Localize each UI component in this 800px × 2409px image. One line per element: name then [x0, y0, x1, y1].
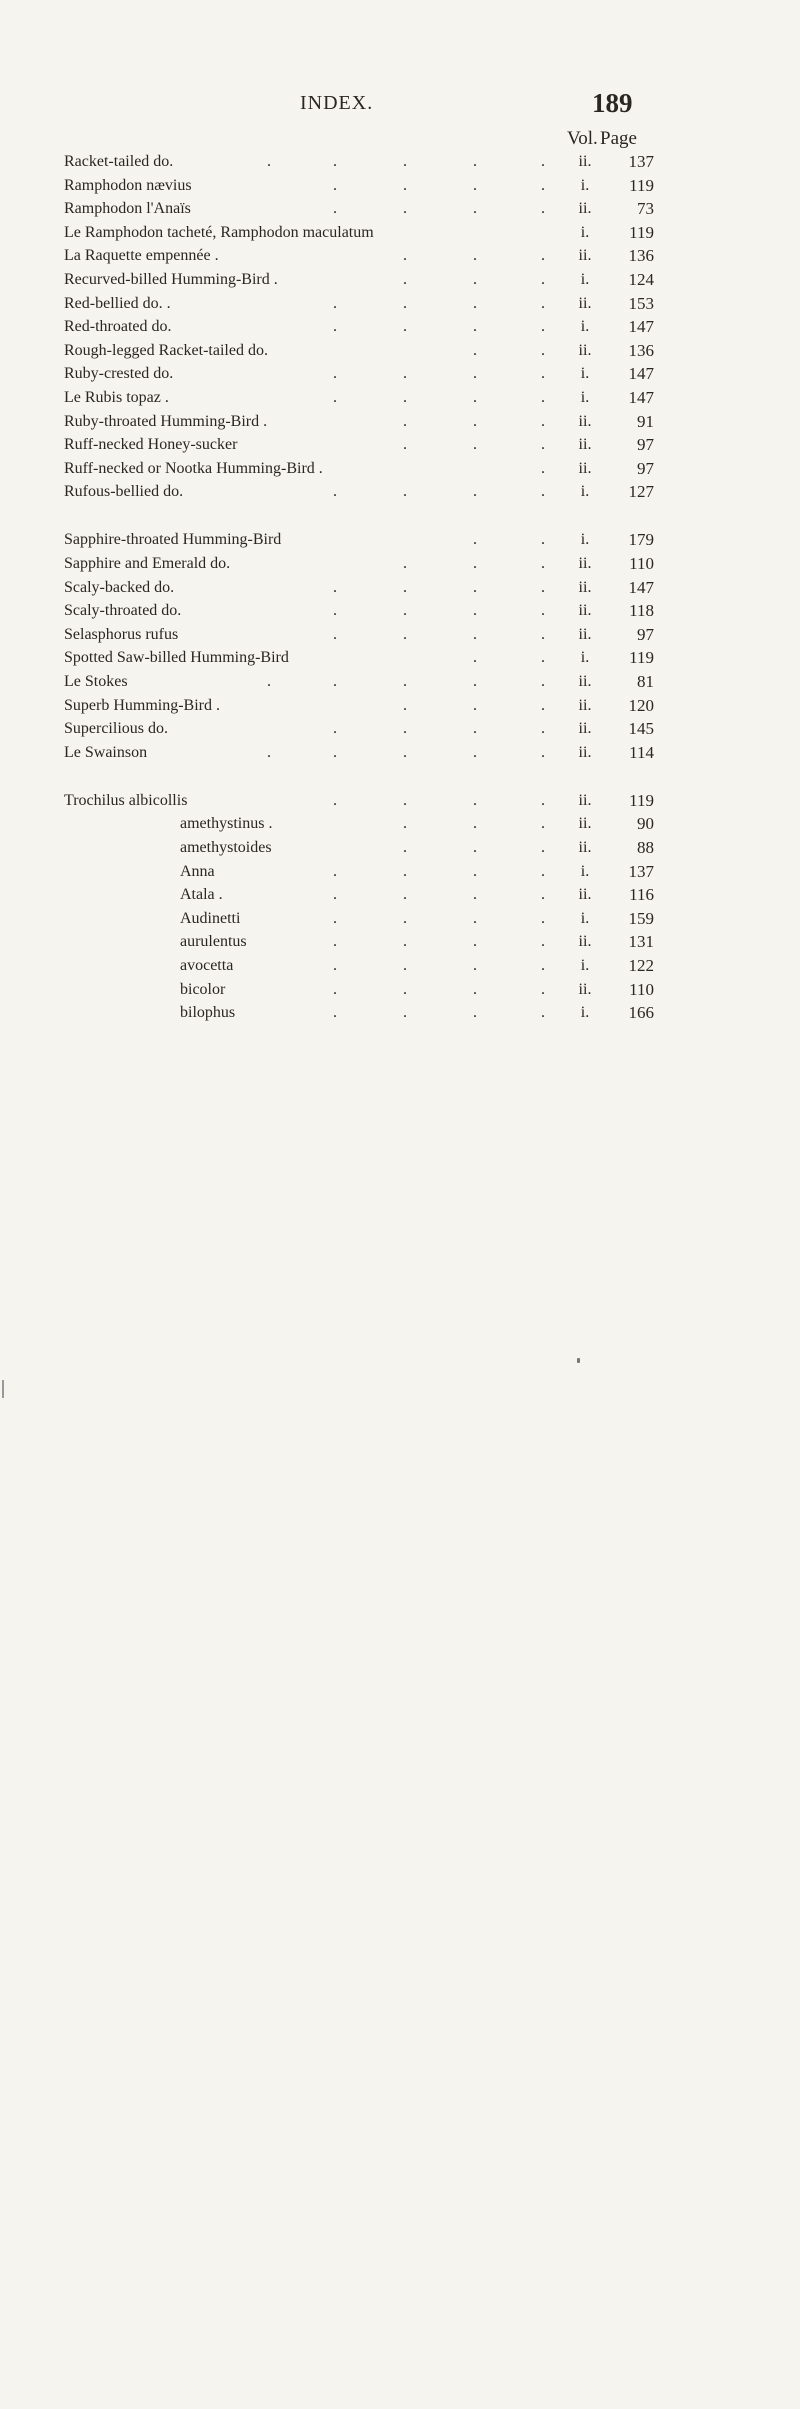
leader-dot: .	[473, 649, 477, 667]
index-entry	[0, 150, 800, 174]
entry-volume: i.	[580, 176, 590, 194]
leader-dot: .	[403, 933, 407, 951]
entry-page: 122	[628, 956, 654, 975]
entry-page: 127	[628, 482, 654, 502]
leader-dot: .	[541, 200, 545, 218]
entry-page: 137	[628, 861, 654, 881]
entry-volume: ii.	[578, 578, 592, 596]
entry-volume: ii.	[578, 696, 592, 714]
leader-dot: .	[541, 365, 545, 383]
leader-dot: .	[333, 720, 337, 738]
index-entry	[0, 386, 800, 410]
entry-volume: ii.	[578, 200, 592, 218]
leader-dot: .	[541, 791, 545, 809]
entry-name: Ruby-crested do.	[64, 365, 174, 383]
entry-name: Le Swainson	[64, 743, 148, 761]
leader-dot: .	[473, 862, 477, 880]
entry-name: bicolor	[180, 980, 226, 998]
entry-name: bilophus	[180, 1004, 236, 1022]
leader-dot: .	[473, 388, 477, 406]
entry-name: Scaly-backed do.	[64, 578, 175, 596]
leader-dot: .	[541, 886, 545, 904]
leader-dot: .	[473, 980, 477, 998]
entry-volume: ii.	[578, 672, 592, 690]
leader-dot: .	[473, 602, 477, 620]
leader-dot: .	[541, 743, 545, 761]
entry-page: 147	[628, 577, 654, 597]
leader-dot: .	[473, 578, 477, 596]
leader-dot: .	[541, 578, 545, 596]
leader-dot: .	[473, 815, 477, 833]
leader-dot: .	[473, 743, 477, 761]
entry-group	[0, 789, 800, 1025]
entry-volume: ii.	[578, 412, 592, 430]
entry-page: 119	[629, 222, 654, 242]
entry-name: Atala .	[180, 886, 223, 904]
leader-dot: .	[403, 318, 407, 336]
entry-page: 147	[628, 317, 654, 337]
entry-name: Ruff-necked Honey-sucker	[64, 436, 238, 454]
entry-page: 90	[637, 814, 654, 834]
leader-dot: .	[473, 531, 477, 549]
index-entry	[0, 694, 800, 718]
leader-dot: .	[473, 176, 477, 194]
entry-page: 97	[637, 435, 654, 455]
leader-dot: .	[541, 602, 545, 620]
leader-dot: .	[541, 555, 545, 572]
entry-volume: ii.	[578, 247, 592, 265]
entry-name: Spotted Saw-billed Humming-Bird	[64, 649, 289, 667]
entry-volume: i.	[580, 531, 590, 549]
leader-dot: .	[333, 886, 337, 904]
entry-volume: i.	[580, 365, 590, 383]
entry-volume: ii.	[578, 153, 592, 170]
leader-dot: .	[403, 815, 407, 833]
entry-page: 97	[637, 624, 654, 644]
leader-dot: .	[541, 153, 545, 170]
leader-dot: .	[403, 365, 407, 383]
leader-dot: .	[267, 153, 271, 170]
index-entry	[0, 836, 800, 860]
leader-dot: .	[403, 886, 407, 904]
leader-dot: .	[541, 980, 545, 998]
entry-volume: ii.	[578, 839, 592, 857]
index-entry	[0, 552, 800, 576]
entry-volume: ii.	[578, 815, 592, 833]
index-entry	[0, 528, 800, 552]
leader-dot: .	[473, 412, 477, 430]
entry-page: 118	[629, 601, 654, 621]
entry-page: 137	[628, 152, 654, 171]
leader-dot: .	[541, 933, 545, 951]
entry-name: avocetta	[180, 957, 234, 974]
leader-dot: .	[541, 294, 545, 312]
leader-dot: .	[541, 531, 545, 549]
entry-volume: i.	[580, 223, 590, 241]
entry-page: 110	[629, 554, 654, 573]
entry-volume: i.	[580, 388, 590, 406]
leader-dot: .	[403, 247, 407, 265]
entry-page: 119	[629, 790, 654, 810]
index-entry	[0, 292, 800, 316]
leader-dot: .	[333, 153, 337, 170]
index-entry	[0, 339, 800, 363]
leader-dot: .	[267, 743, 271, 761]
leader-dot: .	[473, 791, 477, 809]
entry-volume: ii.	[578, 459, 592, 477]
leader-dot: .	[541, 625, 545, 643]
index-entry	[0, 954, 800, 978]
leader-dot: .	[473, 555, 477, 572]
leader-dot: .	[541, 909, 545, 927]
entry-page: 145	[628, 719, 654, 739]
leader-dot: .	[541, 720, 545, 738]
index-entry	[0, 268, 800, 292]
entry-page: 114	[629, 742, 654, 762]
entry-page: 159	[628, 908, 654, 928]
leader-dot: .	[333, 743, 337, 761]
leader-dot: .	[333, 957, 337, 974]
entry-name: Scaly-throated do.	[64, 602, 182, 620]
entry-page: 166	[628, 1003, 654, 1023]
leader-dot: .	[541, 270, 545, 288]
entry-name: Rough-legged Racket-tailed do.	[64, 341, 268, 359]
entry-name: Le Ramphodon tacheté, Ramphodon maculatum	[64, 223, 374, 241]
page-column-heading: Page	[600, 128, 637, 149]
leader-dot: .	[541, 318, 545, 336]
index-entry	[0, 221, 800, 245]
entry-page: 131	[628, 932, 654, 952]
leader-dot: .	[541, 176, 545, 194]
entry-volume: ii.	[578, 341, 592, 359]
leader-dot: .	[541, 815, 545, 833]
leader-dot: .	[333, 933, 337, 951]
entry-page: 88	[637, 838, 654, 858]
leader-dot: .	[473, 153, 477, 170]
leader-dot: .	[403, 602, 407, 620]
index-entry	[0, 860, 800, 884]
leader-dot: .	[541, 672, 545, 690]
entry-volume: i.	[580, 957, 590, 974]
leader-dot: .	[473, 365, 477, 383]
entry-name: Red-throated do.	[64, 318, 172, 336]
entry-volume: ii.	[578, 933, 592, 951]
leader-dot: .	[403, 412, 407, 430]
index-entry	[0, 315, 800, 339]
entry-page: 147	[628, 387, 654, 407]
entry-volume: ii.	[578, 886, 592, 904]
leader-dot: .	[333, 388, 337, 406]
leader-dot: .	[403, 483, 407, 501]
leader-dot: .	[473, 341, 477, 359]
index-entry	[0, 480, 800, 504]
leader-dot: .	[403, 720, 407, 738]
column-headings	[0, 128, 800, 152]
entry-volume: ii.	[578, 294, 592, 312]
index-entry	[0, 646, 800, 670]
entry-page: 153	[628, 293, 654, 313]
page-number: 189	[592, 88, 633, 118]
leader-dot: .	[473, 247, 477, 265]
entry-group	[0, 150, 800, 504]
entry-name: Le Rubis topaz .	[64, 388, 169, 406]
index-entry	[0, 362, 800, 386]
entry-volume: ii.	[578, 743, 592, 761]
index-entry	[0, 244, 800, 268]
entry-page: 91	[637, 411, 654, 431]
ink-speck	[577, 1358, 580, 1363]
leader-dot: .	[403, 743, 407, 761]
index-entry	[0, 623, 800, 647]
leader-dot: .	[403, 555, 407, 572]
leader-dot: .	[403, 839, 407, 857]
leader-dot: .	[403, 696, 407, 714]
entry-page: 81	[637, 671, 654, 691]
leader-dot: .	[541, 649, 545, 667]
index-entries	[0, 150, 800, 1049]
index-entry	[0, 1001, 800, 1025]
leader-dot: .	[541, 459, 545, 477]
leader-dot: .	[473, 318, 477, 336]
leader-dot: .	[541, 957, 545, 974]
index-entry	[0, 174, 800, 198]
entry-name: Ramphodon l'Anaïs	[64, 200, 191, 218]
entry-name: Anna	[180, 862, 215, 880]
entry-name: Red-bellied do. .	[64, 294, 171, 312]
entry-volume: i.	[580, 909, 590, 927]
leader-dot: .	[541, 247, 545, 265]
leader-dot: .	[267, 672, 271, 690]
running-title: INDEX.	[300, 92, 374, 114]
leader-dot: .	[333, 672, 337, 690]
entry-volume: ii.	[578, 625, 592, 643]
leader-dot: .	[473, 696, 477, 714]
leader-dot: .	[403, 625, 407, 643]
leader-dot: .	[473, 1004, 477, 1022]
leader-dot: .	[333, 176, 337, 194]
entry-page: 73	[637, 199, 654, 219]
leader-dot: .	[333, 862, 337, 880]
leader-dot: .	[541, 388, 545, 406]
entry-name: Recurved-billed Humming-Bird .	[64, 270, 278, 288]
leader-dot: .	[403, 862, 407, 880]
index-entry	[0, 433, 800, 457]
index-entry	[0, 670, 800, 694]
entry-volume: i.	[580, 862, 590, 880]
entry-name: La Raquette empennée .	[64, 247, 219, 265]
index-entry	[0, 599, 800, 623]
leader-dot: .	[333, 602, 337, 620]
index-entry	[0, 576, 800, 600]
leader-dot: .	[403, 388, 407, 406]
leader-dot: .	[473, 270, 477, 288]
entry-name: Rufous-bellied do.	[64, 483, 184, 501]
leader-dot: .	[403, 909, 407, 927]
entry-group	[0, 528, 800, 764]
leader-dot: .	[403, 436, 407, 454]
leader-dot: .	[473, 933, 477, 951]
entry-name: aurulentus	[180, 933, 247, 951]
index-entry	[0, 197, 800, 221]
leader-dot: .	[403, 957, 407, 974]
entry-page: 124	[628, 269, 654, 289]
leader-dot: .	[403, 791, 407, 809]
leader-dot: .	[333, 294, 337, 312]
entry-volume: ii.	[578, 980, 592, 998]
leader-dot: .	[473, 839, 477, 857]
leader-dot: .	[403, 294, 407, 312]
entry-volume: ii.	[578, 791, 592, 809]
page-edge-mark	[2, 1380, 4, 1398]
entry-page: 179	[628, 530, 654, 550]
entry-name: Le Stokes	[64, 672, 128, 690]
leader-dot: .	[541, 412, 545, 430]
leader-dot: .	[473, 909, 477, 927]
leader-dot: .	[403, 980, 407, 998]
leader-dot: .	[333, 980, 337, 998]
entry-name: Racket-tailed do.	[64, 153, 174, 170]
index-entry	[0, 457, 800, 481]
leader-dot: .	[333, 318, 337, 336]
entry-page: 136	[628, 246, 654, 266]
leader-dot: .	[403, 153, 407, 170]
entry-page: 147	[628, 364, 654, 384]
leader-dot: .	[333, 365, 337, 383]
entry-name: Supercilious do.	[64, 720, 168, 738]
leader-dot: .	[333, 200, 337, 218]
leader-dot: .	[541, 862, 545, 880]
entry-name: Selasphorus rufus	[64, 625, 179, 643]
leader-dot: .	[473, 483, 477, 501]
index-entry	[0, 717, 800, 741]
entry-page: 110	[629, 979, 654, 999]
entry-name: Superb Humming-Bird .	[64, 696, 220, 714]
leader-dot: .	[473, 957, 477, 974]
leader-dot: .	[473, 294, 477, 312]
entry-volume: i.	[580, 318, 590, 336]
entry-volume: i.	[580, 270, 590, 288]
leader-dot: .	[541, 696, 545, 714]
index-entry	[0, 883, 800, 907]
index-entry	[0, 907, 800, 931]
entry-name: amethystoides	[180, 839, 272, 857]
entry-name: Ruby-throated Humming-Bird .	[64, 412, 268, 430]
entry-name: Sapphire-throated Humming-Bird	[64, 531, 282, 549]
leader-dot: .	[403, 1004, 407, 1022]
leader-dot: .	[403, 578, 407, 596]
entry-name: Trochilus albicollis	[64, 791, 188, 809]
entry-volume: i.	[580, 649, 590, 667]
entry-page: 119	[629, 175, 654, 195]
leader-dot: .	[541, 1004, 545, 1022]
leader-dot: .	[403, 200, 407, 218]
entry-page: 116	[629, 885, 654, 905]
entry-volume: i.	[580, 483, 590, 501]
leader-dot: .	[541, 341, 545, 359]
leader-dot: .	[541, 839, 545, 857]
entry-volume: ii.	[578, 555, 592, 572]
entry-name: Audinetti	[180, 909, 241, 927]
entry-page: 119	[629, 648, 654, 668]
entry-page: 97	[637, 458, 654, 478]
leader-dot: .	[333, 909, 337, 927]
entry-page: 120	[628, 695, 654, 715]
leader-dot: .	[473, 720, 477, 738]
index-entry	[0, 978, 800, 1002]
leader-dot: .	[403, 270, 407, 288]
leader-dot: .	[403, 176, 407, 194]
vol-column-heading: Vol.	[567, 128, 598, 149]
leader-dot: .	[473, 200, 477, 218]
leader-dot: .	[333, 1004, 337, 1022]
entry-volume: i.	[580, 1004, 590, 1022]
leader-dot: .	[473, 672, 477, 690]
leader-dot: .	[541, 483, 545, 501]
entry-name: Sapphire and Emerald do.	[64, 555, 231, 572]
entry-volume: ii.	[578, 602, 592, 620]
leader-dot: .	[333, 625, 337, 643]
leader-dot: .	[473, 886, 477, 904]
leader-dot: .	[473, 625, 477, 643]
leader-dot: .	[541, 436, 545, 454]
leader-dot: .	[333, 578, 337, 596]
index-entry	[0, 789, 800, 813]
index-entry	[0, 930, 800, 954]
index-entry	[0, 741, 800, 765]
leader-dot: .	[333, 483, 337, 501]
entry-name: Ruff-necked or Nootka Humming-Bird .	[64, 459, 323, 477]
leader-dot: .	[403, 672, 407, 690]
entry-name: amethystinus .	[180, 815, 273, 833]
leader-dot: .	[333, 791, 337, 809]
entry-name: Ramphodon nævius	[64, 176, 192, 194]
index-entry	[0, 410, 800, 434]
entry-volume: ii.	[578, 720, 592, 738]
leader-dot: .	[473, 436, 477, 454]
entry-volume: ii.	[578, 436, 592, 454]
index-entry	[0, 812, 800, 836]
entry-page: 136	[628, 340, 654, 360]
